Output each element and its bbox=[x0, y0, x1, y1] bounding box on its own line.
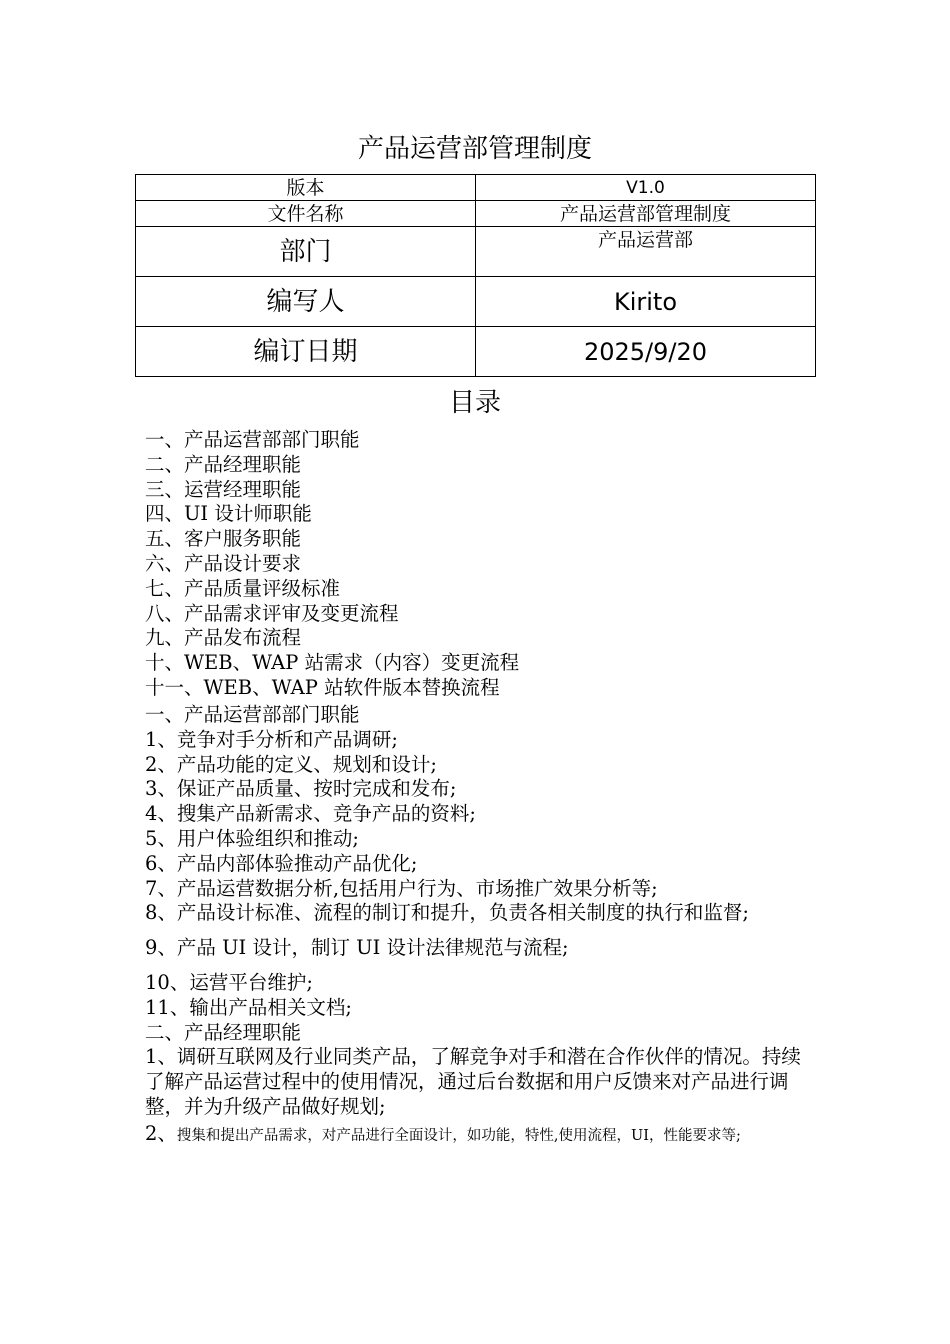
info-label: 编写人 bbox=[136, 277, 476, 327]
duty-item: 5、用户体验组织和推动; bbox=[145, 826, 359, 850]
document-body bbox=[145, 703, 810, 1148]
toc-item: 七、产品质量评级标准 bbox=[145, 576, 341, 600]
info-row-version bbox=[136, 175, 816, 201]
duty-item: 10、运营平台维护; bbox=[145, 970, 313, 994]
document-info-table bbox=[135, 174, 816, 377]
table-of-contents bbox=[145, 428, 519, 701]
duty-item: 1、竞争对手分析和产品调研; bbox=[145, 727, 398, 751]
toc-item: 八、产品需求评审及变更流程 bbox=[145, 601, 399, 625]
duty-item-number: 2、 bbox=[145, 1121, 177, 1145]
duty-item bbox=[145, 1122, 810, 1148]
toc-title: 目录 bbox=[448, 388, 501, 418]
toc-item: 二、产品经理职能 bbox=[145, 452, 302, 476]
info-row-filename bbox=[136, 201, 816, 227]
duty-item: 8、产品设计标准、流程的制订和提升，负责各相关制度的执行和监督; bbox=[145, 901, 749, 925]
info-value: 产品运营部管理制度 bbox=[476, 201, 816, 227]
toc-item: 九、产品发布流程 bbox=[145, 626, 302, 650]
duty-item-text: 搜集和提出产品需求，对产品进行全面设计，如功能，特性,使用流程，UI，性能要求等; bbox=[176, 1127, 741, 1144]
toc-item: 一、产品运营部部门职能 bbox=[145, 428, 360, 451]
section-heading: 一、产品运营部部门职能 bbox=[145, 703, 360, 726]
toc-item: 四、UI 设计师职能 bbox=[145, 502, 312, 526]
document-title: 产品运营部管理制度 bbox=[357, 134, 592, 164]
info-value: V1.0 bbox=[476, 175, 816, 201]
info-row-department bbox=[136, 227, 816, 277]
info-value: Kirito bbox=[476, 277, 816, 327]
toc-item: 六、产品设计要求 bbox=[145, 551, 302, 575]
duty-item: 4、搜集产品新需求、竞争产品的资料; bbox=[145, 802, 476, 826]
info-label: 编订日期 bbox=[136, 327, 476, 377]
toc-item: 十一、WEB、WAP 站软件版本替换流程 bbox=[145, 675, 500, 699]
toc-item: 三、运营经理职能 bbox=[145, 477, 302, 501]
duty-item: 9、产品 UI 设计，制订 UI 设计法律规范与流程; bbox=[145, 936, 569, 960]
duty-item: 3、保证产品质量、按时完成和发布; bbox=[145, 777, 457, 801]
duty-item: 1、调研互联网及行业同类产品，了解竞争对手和潜在合作伙伴的情况。持续了解产品运营过程中的使用情况，通过后台数据和用户反馈来对产品进行调整，并为升级产品做好规划; bbox=[145, 1045, 801, 1118]
toc-item: 五、客户服务职能 bbox=[145, 527, 302, 551]
info-label: 文件名称 bbox=[136, 201, 476, 227]
duty-item: 6、产品内部体验推动产品优化; bbox=[145, 851, 418, 875]
info-value: 产品运营部 bbox=[476, 227, 816, 277]
info-value: 2025/9/20 bbox=[476, 327, 816, 377]
info-row-author bbox=[136, 277, 816, 327]
info-row-date bbox=[136, 327, 816, 377]
duty-item: 7、产品运营数据分析,包括用户行为、市场推广效果分析等; bbox=[145, 876, 658, 900]
section-heading: 二、产品经理职能 bbox=[145, 1020, 302, 1044]
duty-item: 2、产品功能的定义、规划和设计; bbox=[145, 752, 437, 776]
info-label: 部门 bbox=[136, 227, 476, 277]
duty-item: 11、输出产品相关文档; bbox=[145, 995, 352, 1019]
info-label: 版本 bbox=[136, 175, 476, 201]
toc-item: 十、WEB、WAP 站需求（内容）变更流程 bbox=[145, 651, 520, 675]
